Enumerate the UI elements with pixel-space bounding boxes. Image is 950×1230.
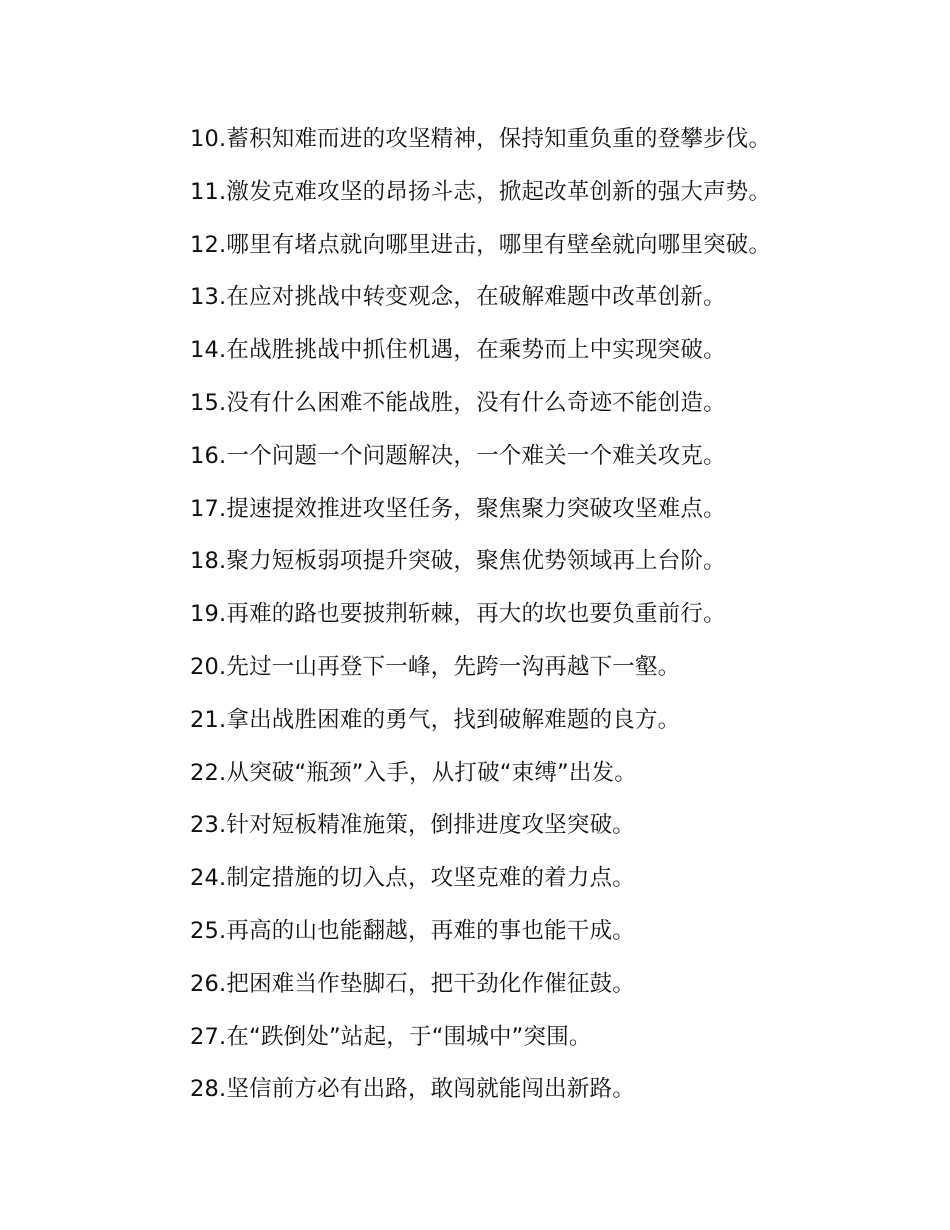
list-item: 22.从突破“瓶颈”入手，从打破“束缚”出发。 [190, 759, 638, 786]
list-item: 14.在战胜挑战中抓住机遇，在乘势而上中实现突破。 [190, 337, 726, 364]
slogan-list [190, 113, 890, 1116]
list-item: 21.拿出战胜困难的勇气，找到破解难题的良方。 [190, 706, 681, 733]
list-item: 18.聚力短板弱项提升突破，聚焦优势领域再上台阶。 [190, 548, 726, 575]
list-item: 24.制定措施的切入点，攻坚克难的着力点。 [190, 865, 635, 892]
list-item: 23.针对短板精准施策，倒排进度攻坚突破。 [190, 812, 635, 839]
list-item: 25.再高的山也能翻越，再难的事也能干成。 [190, 917, 635, 944]
list-item: 17.提速提效推进攻坚任务，聚焦聚力突破攻坚难点。 [190, 495, 726, 522]
list-item: 20.先过一山再登下一峰，先跨一沟再越下一壑。 [190, 653, 681, 680]
list-item: 16.一个问题一个问题解决，一个难关一个难关攻克。 [190, 442, 726, 469]
list-item: 26.把困难当作垫脚石，把干劲化作催征鼓。 [190, 970, 635, 997]
list-item: 13.在应对挑战中转变观念，在破解难题中改革创新。 [190, 284, 726, 311]
list-item: 10.蓄积知难而进的攻坚精神，保持知重负重的登攀步伐。 [190, 126, 772, 152]
list-item: 12.哪里有堵点就向哪里进击，哪里有壁垒就向哪里突破。 [190, 231, 772, 258]
list-item: 28.坚信前方必有出路，敢闯就能闯出新路。 [190, 1076, 635, 1103]
list-item: 11.激发克难攻坚的昂扬斗志，掀起改革创新的强大声势。 [190, 178, 772, 205]
list-item: 19.再难的路也要披荆斩棘，再大的坎也要负重前行。 [190, 601, 726, 628]
list-item: 27.在“跌倒处”站起，于“围城中”突围。 [190, 1023, 592, 1050]
list-item: 15.没有什么困难不能战胜，没有什么奇迹不能创造。 [190, 389, 726, 416]
